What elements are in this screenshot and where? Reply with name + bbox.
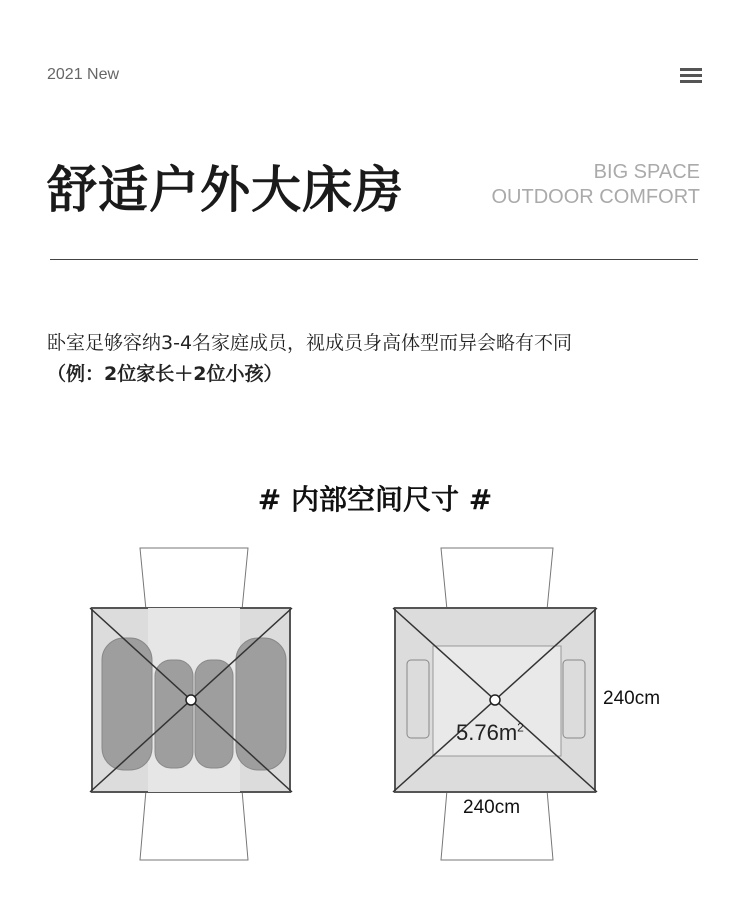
tent-hub xyxy=(490,695,500,705)
height-dimension: 240cm xyxy=(603,688,661,709)
tent-hub xyxy=(186,695,196,705)
description-example: （例：2位家长＋2位小孩） xyxy=(47,363,283,385)
tent-dimensions-diagram xyxy=(385,540,605,870)
tent-sleeping-layout-diagram xyxy=(80,540,300,870)
description-line: 卧室足够容纳3-4名家庭成员，视成员身高体型而异会略有不同 xyxy=(47,332,573,354)
sleeping-bag xyxy=(236,638,286,770)
divider xyxy=(50,259,698,260)
year-label: 2021 New xyxy=(47,66,120,83)
menu-icon[interactable] xyxy=(680,68,702,84)
english-subtitle-line2: OUTDOOR COMFORT xyxy=(491,186,700,208)
section-title: # 内部空间尺寸 # xyxy=(257,483,493,516)
english-subtitle-line1: BIG SPACE xyxy=(593,161,700,183)
area-value: 5.76m xyxy=(456,720,518,745)
sleeping-bag xyxy=(155,660,193,768)
area-label xyxy=(456,720,524,746)
capacity-description xyxy=(47,328,572,390)
page-title: 舒适户外大床房 xyxy=(47,161,404,219)
area-unit-superscript: 2 xyxy=(517,720,524,735)
sleeping-bag xyxy=(195,660,233,768)
english-subtitle xyxy=(491,160,700,210)
width-dimension: 240cm xyxy=(463,797,521,818)
